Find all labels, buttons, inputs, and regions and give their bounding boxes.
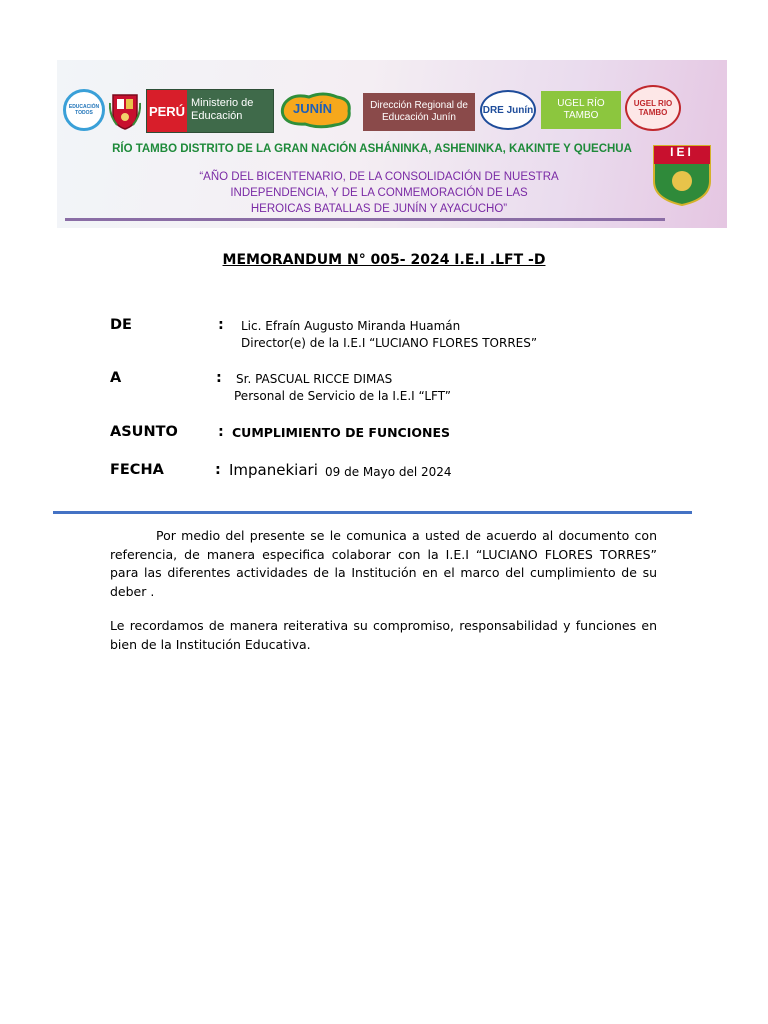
de-role: Director(e) de la I.E.I “LUCIANO FLORES TORRES” (241, 336, 538, 350)
peru-label: PERÚ (147, 90, 187, 132)
asunto-value: CUMPLIMIENTO DE FUNCIONES (232, 425, 451, 440)
official-year-name (189, 169, 569, 217)
ministry-label: Ministerio de Educación (191, 97, 254, 122)
education-logo (63, 89, 105, 131)
dre-label: Dirección Regional de Educación Junín (370, 100, 468, 123)
school-crest-icon (651, 143, 713, 207)
banner-divider (65, 218, 665, 221)
ministry-of-education-logo (146, 89, 274, 133)
header-banner (57, 60, 727, 228)
de-colon: : (218, 317, 224, 333)
de-name: Lic. Efraín Augusto Miranda Huamán (241, 319, 461, 333)
ugel-logo (541, 91, 621, 129)
a-name: Sr. PASCUAL RICCE DIMAS (236, 372, 393, 386)
fecha-colon: : (215, 462, 221, 478)
section-divider (53, 511, 692, 514)
asunto-label: ASUNTO (110, 424, 178, 440)
regional-directorate-logo (363, 93, 475, 131)
body-paragraph-2: Le recordamos de manera reiterativa su compromiso, responsabilidad y funciones en bien de la Institución Educativa. (110, 618, 657, 652)
ugel-label: UGEL RÍO TAMBO (557, 98, 605, 121)
fecha-date: 09 de Mayo del 2024 (325, 465, 452, 479)
year-line-3: HEROICAS BATALLAS DE JUNÍN Y AYACUCHO” (250, 203, 508, 215)
education-logo-text: EDUCACIÓN TODOS (68, 104, 100, 116)
year-line-2: INDEPENDENCIA, Y DE LA CONMEMORACIÓN DE LAS (230, 187, 528, 199)
de-label: DE (110, 317, 132, 333)
junin-label: JUNÍN (293, 101, 333, 116)
a-label: A (110, 370, 122, 386)
a-colon: : (216, 370, 222, 386)
memo-title-text: MEMORANDUM N° 005- 2024 I.E.I .LFT -D (222, 252, 546, 268)
peru-coat-of-arms-icon (109, 91, 141, 131)
year-line-1: “AÑO DEL BICENTENARIO, DE LA CONSOLIDACIÓN DE NUESTRA (199, 171, 559, 183)
dre-junin-logo (480, 90, 536, 130)
district-title: RÍO TAMBO DISTRITO DE LA GRAN NACIÓN ASHÁNINKA, ASHENINKA, KAKINTE Y QUECHUA (112, 143, 632, 155)
fecha-label: FECHA (110, 462, 164, 478)
junin-map-logo (279, 91, 355, 129)
memo-title (0, 252, 768, 268)
a-role: Personal de Servicio de la I.E.I “LFT” (234, 389, 452, 403)
asunto-colon: : (218, 424, 224, 440)
ugel-rio-tambo-logo (625, 85, 681, 131)
iei-label: IEI (670, 145, 694, 159)
dre-junin-label: DRE Junín (482, 104, 534, 116)
ugel-rio-tambo-label: UGEL RIO TAMBO (633, 99, 673, 117)
fecha-place: Impanekiari (229, 461, 318, 479)
body-paragraph-1: Por medio del presente se le comunica a usted de acuerdo al documento con referencia, de manera especifica colaborar con la I.E.I “LUCIANO FLORES TORRES” para las diferentes actividades de la Institución en el marco del cumplimiento de su deber . (110, 528, 657, 599)
